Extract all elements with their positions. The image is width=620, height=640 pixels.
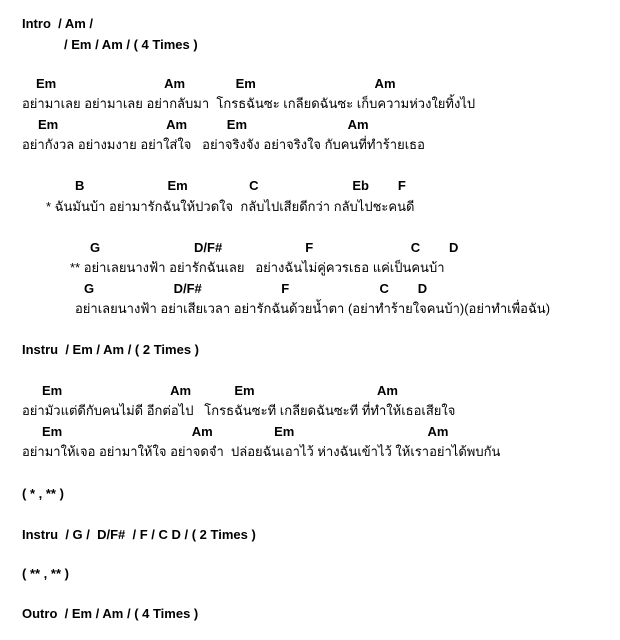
instru-line-1: Instru / Em / Am / ( 2 Times ) — [22, 342, 199, 357]
intro-line: Intro / Am / — [22, 16, 94, 31]
verse2-lyrics-1: อย่ามัวแต่ดีกับคนไม่ดี อีกต่อไป โกรธฉันซะที เกลียดฉันซะที ที่ทำให้เธอเสียใจ — [22, 403, 456, 418]
verse2-chords-1: Em Am Em Am — [42, 383, 398, 398]
verse2-lyrics-2: อย่ามาให้เจอ อย่ามาให้ใจ อย่าจดจำ ปล่อยฉันเอาไว้ ห่างฉันเข้าไว้ ให้เราอย่าได้พบกัน — [22, 444, 501, 459]
verse1-lyrics-1: อย่ามาเลย อย่ามาเลย อย่ากลับมา โกรธฉันซะ เกลียดฉันซะ เก็บความห่วงใยทิ้งไป — [22, 96, 476, 111]
verse1-chords-1: Em Am Em Am — [36, 76, 396, 91]
chorus2-chords-2: G D/F# F C D — [84, 281, 428, 296]
instru-line-2: Instru / G / D/F# / F / C D / ( 2 Times ) — [22, 527, 256, 542]
chorus2-lyrics-1: ** อย่าเลยนางฟ้า อย่ารักฉันเลย อย่างฉันไม่คู่ควรเธอ แค่เป็นคนบ้า — [70, 260, 445, 275]
chorus2-chords-1: G D/F# F C D — [90, 240, 459, 255]
repeat-line-2: ( ** , ** ) — [22, 566, 69, 581]
outro-line: Outro / Em / Am / ( 4 Times ) — [22, 606, 199, 621]
chorus2-lyrics-2: อย่าเลยนางฟ้า อย่าเสียเวลา อย่ารักฉันด้วยน้ำตา (อย่าทำร้ายใจคนบ้า)(อย่าทำเพื่อฉัน) — [75, 301, 551, 316]
chorus1-lyrics: * ฉันมันบ้า อย่ามารักฉันให้ปวดใจ กลับไปเสียดีกว่า กลับไปชะคนดี — [46, 199, 415, 214]
chorus1-chords: B Em C Eb F — [75, 178, 406, 193]
verse1-lyrics-2: อย่ากังวล อย่างมงาย อย่าใส่ใจ อย่าจริงจัง อย่าจริงใจ กับคนที่ทำร้ายเธอ — [22, 137, 425, 152]
verse2-chords-2: Em Am Em Am — [42, 424, 449, 439]
repeat-line-1: ( * , ** ) — [22, 486, 64, 501]
intro-continued-line: / Em / Am / ( 4 Times ) — [64, 37, 198, 52]
verse1-chords-2: Em Am Em Am — [38, 117, 369, 132]
